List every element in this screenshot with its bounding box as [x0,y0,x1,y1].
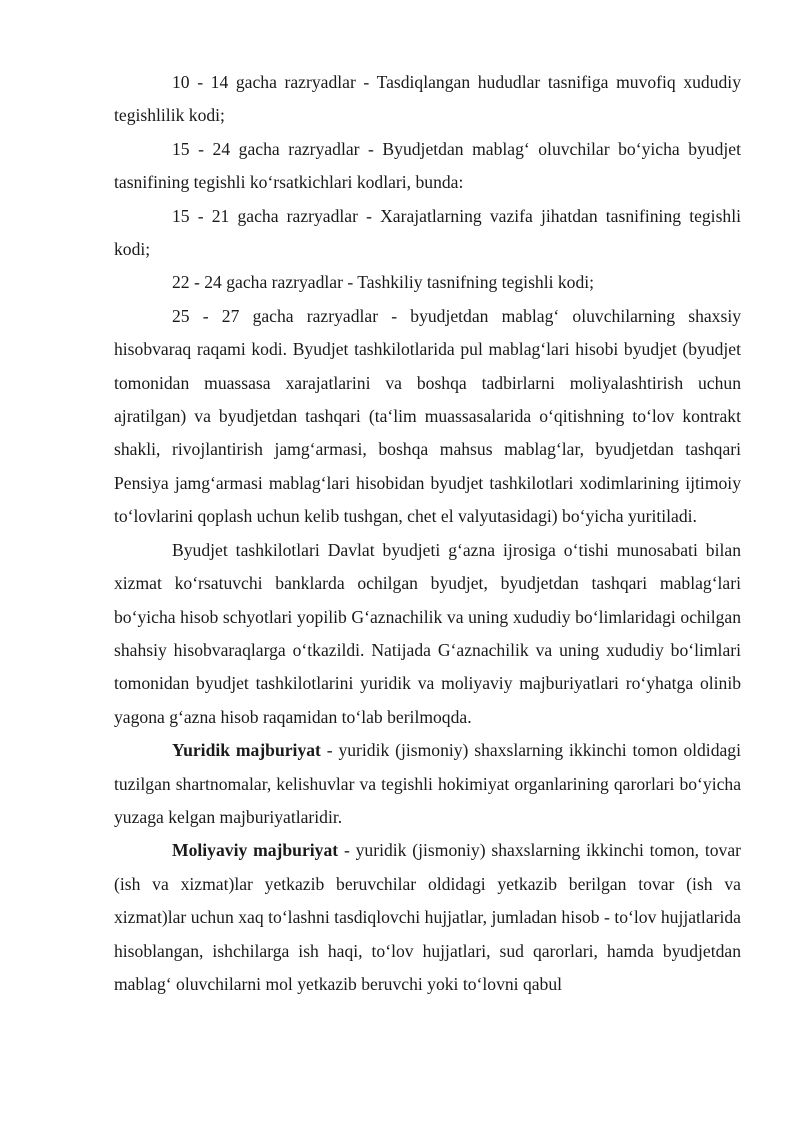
paragraph-digits-22-24 [114,266,741,299]
paragraph-digits-25-27 [114,300,741,534]
term-financial-obligation: Moliyaviy majburiyat [172,840,339,861]
paragraph-digits-10-14 [114,66,741,133]
paragraph-digits-15-24 [114,133,741,200]
paragraph-text: 25 - 27 gacha razryadlar - byudjetdan mablag‘ oluvchilarning shaxsiy hisobvaraq raqami kodi. Byudjet tashkilotlarida pul mablag‘lari hisobi byudjet (byudjet tomonidan muassasa xarajatlarini va boshqa tadbirlarni moliyalashtirish uchun ajratilgan) va byudjetdan tashqari (ta‘lim muassasalarida o‘qitishning to‘lov kontrakt shakli, rivojlantirish jamg‘armasi, boshqa mahsus mablag‘lar, byudjetdan tashqari Pensiya jamg‘armasi mablag‘lari hisobidan byudjet tashkilotlari xodimlarining ijtimoiy to‘lovlarini qoplash uchun kelib tushgan, chet el valyutasidagi) bo‘yicha yuritiladi. [114,305,741,527]
paragraph-legal-obligation [114,734,741,834]
paragraph-treasury [114,534,741,734]
paragraph-text: - yuridik (jismoniy) shaxslarning ikkinchi tomon oldidagi tuzilgan shartnomalar, kelishuvlar va tegishli hokimiyat organlarining qarorlari bo‘yicha yuzaga kelgan majburiyatlaridir. [114,740,741,827]
paragraph-text: 22 - 24 gacha razryadlar - Tashkiliy tasnifning tegishli kodi; [172,272,595,293]
paragraph-text: 10 - 14 gacha razryadlar - Tasdiqlangan hududlar tasnifiga muvofiq xududiy tegishlilik kodi; [114,72,741,126]
paragraph-digits-15-21 [114,200,741,267]
document-page [114,66,741,1001]
paragraph-text: - yuridik (jismoniy) shaxslarning ikkinchi tomon, tovar (ish va xizmat)lar yetkazib beruvchilar oldidagi yetkazib berilgan tovar (ish va xizmat)lar uchun xaq to‘lashni tasdiqlovchi hujjatlar, jumladan hisob - to‘lov hujjatlarida hisoblangan, ishchilarga ish haqi, to‘lov hujjatlari, sud qarorlari, hamda byudjetdan mablag‘ oluvchilarni mol yetkazib beruvchi yoki to‘lovni qabul [114,840,741,994]
paragraph-text: 15 - 24 gacha razryadlar - Byudjetdan mablag‘ oluvchilar bo‘yicha byudjet tasnifining tegishli ko‘rsatkichlari kodlari, bunda: [114,138,741,193]
paragraph-text: 15 - 21 gacha razryadlar - Xarajatlarning vazifa jihatdan tasnifining tegishli kodi; [114,205,741,260]
paragraph-financial-obligation [114,834,741,1001]
paragraph-text: Byudjet tashkilotlari Davlat byudjeti g‘azna ijrosiga o‘tishi munosabati bilan xizmat ko‘rsatuvchi banklarda ochilgan byudjet, byudjetdan tashqari mablag‘lari bo‘yicha hisob schyotlari yopilib G‘aznachilik va uning xududiy bo‘limlaridagi ochilgan shahsiy hisobvaraqlarga o‘tkazildi. Natijada G‘aznachilik va uning xududiy bo‘limlari tomonidan byudjet tashkilotlarini yuridik va moliyaviy majburiyatlari ro‘yhatga olinib yagona g‘azna hisob raqamidan to‘lab berilmoqda. [114,539,741,727]
term-legal-obligation: Yuridik majburiyat [172,740,321,761]
